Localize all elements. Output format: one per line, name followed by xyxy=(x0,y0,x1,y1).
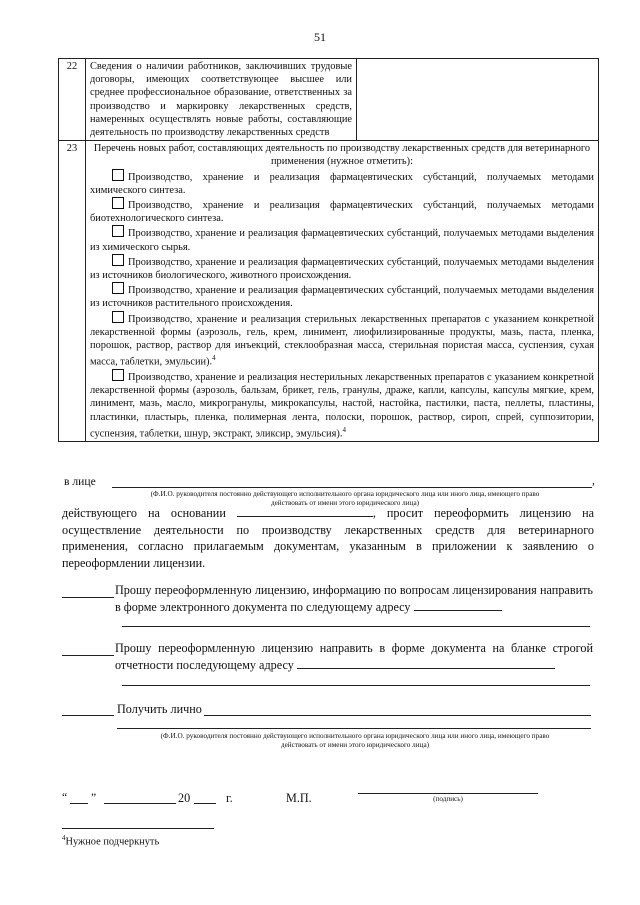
receive-personally-label: Получить лично xyxy=(117,702,202,716)
works-list-heading: Перечень новых работ, составляющих деятельность по производству лекарственных средств для ветеринарного применения (нужное отметить): xyxy=(93,143,591,168)
work-option-label: Производство, хранение и реализация фармацевтических субстанций, получаемых методами биотехнологического синтеза. xyxy=(90,200,594,225)
works-list-cell xyxy=(86,141,599,442)
work-option xyxy=(90,169,594,197)
paper-request-text: Прошу переоформленную лицензию направить в форме документа на бланке строгой отчетности последующему адресу xyxy=(115,641,593,672)
footnote-ref: 4 xyxy=(342,425,346,434)
work-option xyxy=(90,197,594,225)
work-option-label: Производство, хранение и реализация фармацевтических субстанций, получаемых методами выделения из источников биологического, животного происхождения. xyxy=(90,256,594,282)
row-description: Сведения о наличии работников, заключивших трудовые договоры, имеющих соответствующее высшее или среднее профессиональное образование, ответственных за производство и маркировку лекарственных средств, намеренных осуществлять новые работы, составляющие деятельность по производству лекарственных средств xyxy=(86,59,357,141)
row-number: 23 xyxy=(59,141,86,442)
day-field[interactable] xyxy=(70,803,88,804)
personal-mark-field[interactable] xyxy=(62,715,114,716)
receiver-name-field[interactable] xyxy=(204,715,591,716)
signature-field[interactable] xyxy=(358,793,538,794)
work-option xyxy=(90,225,594,253)
stamp-label: М.П. xyxy=(286,791,312,805)
caption-line: действовать от имени этого юридического лица) xyxy=(270,499,420,507)
address-line[interactable] xyxy=(122,626,590,627)
year-suffix: г. xyxy=(226,791,233,805)
basis-paragraph xyxy=(62,505,594,571)
work-option-label: Производство, хранение и реализация нестерильных лекарственных препаратов с указанием конкретной лекарственной формы (аэрозоль, бальзам, брикет, гель, гранулы, драже, капли, капсулы, капсулы мягкие, крем, линимент, мазь, масло, микрогранулы, микрокапсулы, настой, настойка, пастилки, паста, пеллеты, пластины, пластинки, пластырь, пленка, полимерная лента, полоски, порошок, раствор, сироп, спрей, суппозитории, суспензия, таблетки, шнур, экстракт, эликсир, эмульсия). xyxy=(90,371,594,440)
paper-request xyxy=(115,640,593,674)
representative-name-field[interactable] xyxy=(112,487,592,488)
basis-field[interactable] xyxy=(237,505,373,517)
year-prefix: 20 xyxy=(178,791,191,805)
checkbox[interactable] xyxy=(112,311,124,323)
row-number: 22 xyxy=(59,59,86,141)
work-option-label: Производство, хранение и реализация фармацевтических субстанций, получаемых методами выделения из химического сырья. xyxy=(90,228,594,253)
work-option-label: Производство, хранение и реализация стерильных лекарственных препаратов с указанием конкретной лекарственной формы (аэрозоль, гель, крем, линимент, лиофилизированные продукты, мазь, паста, пленка, порошок, раствор, раствор для инъекций, стеклообразная масса, стерильная пористая масса, суспензия, сухая масса, таблетки, эмульсии). xyxy=(90,313,594,368)
basis-text-rest: , просит переоформить лицензию на осуществление деятельности по производству лекарственных средств для ветеринарного применения, согласно прилагаемым документам, указанным в приложении к заявлению о переоформлении лицензии. xyxy=(62,506,594,570)
work-option-label: Производство, хранение и реализация фармацевтических субстанций, получаемых методами выделения из источников растительного происхождения. xyxy=(90,285,594,310)
work-option xyxy=(90,369,594,440)
paper-mark-field[interactable] xyxy=(62,655,114,656)
work-option xyxy=(90,282,594,310)
date-quote-open: “ xyxy=(62,791,68,804)
electronic-request-text: Прошу переоформленную лицензию, информацию по вопросам лицензирования направить в форме электронного документа по следующему адресу xyxy=(115,583,593,614)
table-row xyxy=(59,59,599,141)
caption-line: (Ф.И.О. руководителя постоянно действующего исполнительного органа юридического лица или иного лица, имеющего право xyxy=(160,732,550,740)
receiver-name-line[interactable] xyxy=(117,728,591,729)
footnote-mark: 4 xyxy=(62,834,66,842)
month-field[interactable] xyxy=(104,803,176,804)
checkbox[interactable] xyxy=(112,254,124,266)
work-option xyxy=(90,311,594,369)
caption-line: (Ф.И.О. руководителя постоянно действующего исполнительного органа юридического лица или иного лица, имеющего право xyxy=(150,490,540,498)
comma: , xyxy=(592,474,595,487)
electronic-request xyxy=(115,582,593,616)
row-value-cell[interactable] xyxy=(357,59,599,141)
caption-line: действовать от имени этого юридического лица) xyxy=(280,741,430,749)
basis-text-start: действующего на основании xyxy=(62,506,226,520)
checkbox[interactable] xyxy=(112,169,124,181)
signature-caption: (подпись) xyxy=(433,795,463,803)
footnote-divider xyxy=(62,828,214,829)
footnote-ref: 4 xyxy=(212,354,216,363)
work-option xyxy=(90,254,594,282)
page-number: 51 xyxy=(314,30,326,44)
checkbox[interactable] xyxy=(112,197,124,209)
checkbox[interactable] xyxy=(112,225,124,237)
work-option-label: Производство, хранение и реализация фармацевтических субстанций, получаемых методами химического синтеза. xyxy=(90,171,594,196)
checkbox[interactable] xyxy=(112,369,124,381)
year-field[interactable] xyxy=(194,803,216,804)
footnote xyxy=(62,834,159,847)
footnote-text: Нужное подчеркнуть xyxy=(65,836,160,848)
table-row xyxy=(59,141,599,442)
email-address-field[interactable] xyxy=(414,599,502,611)
address-line[interactable] xyxy=(122,685,590,686)
postal-address-field[interactable] xyxy=(297,657,555,669)
form-table xyxy=(58,58,599,442)
electronic-mark-field[interactable] xyxy=(62,597,114,598)
receiver-caption xyxy=(105,732,605,750)
checkbox[interactable] xyxy=(112,282,124,294)
in-person-label: в лице xyxy=(64,475,96,488)
date-quote-close: ” xyxy=(91,791,97,804)
